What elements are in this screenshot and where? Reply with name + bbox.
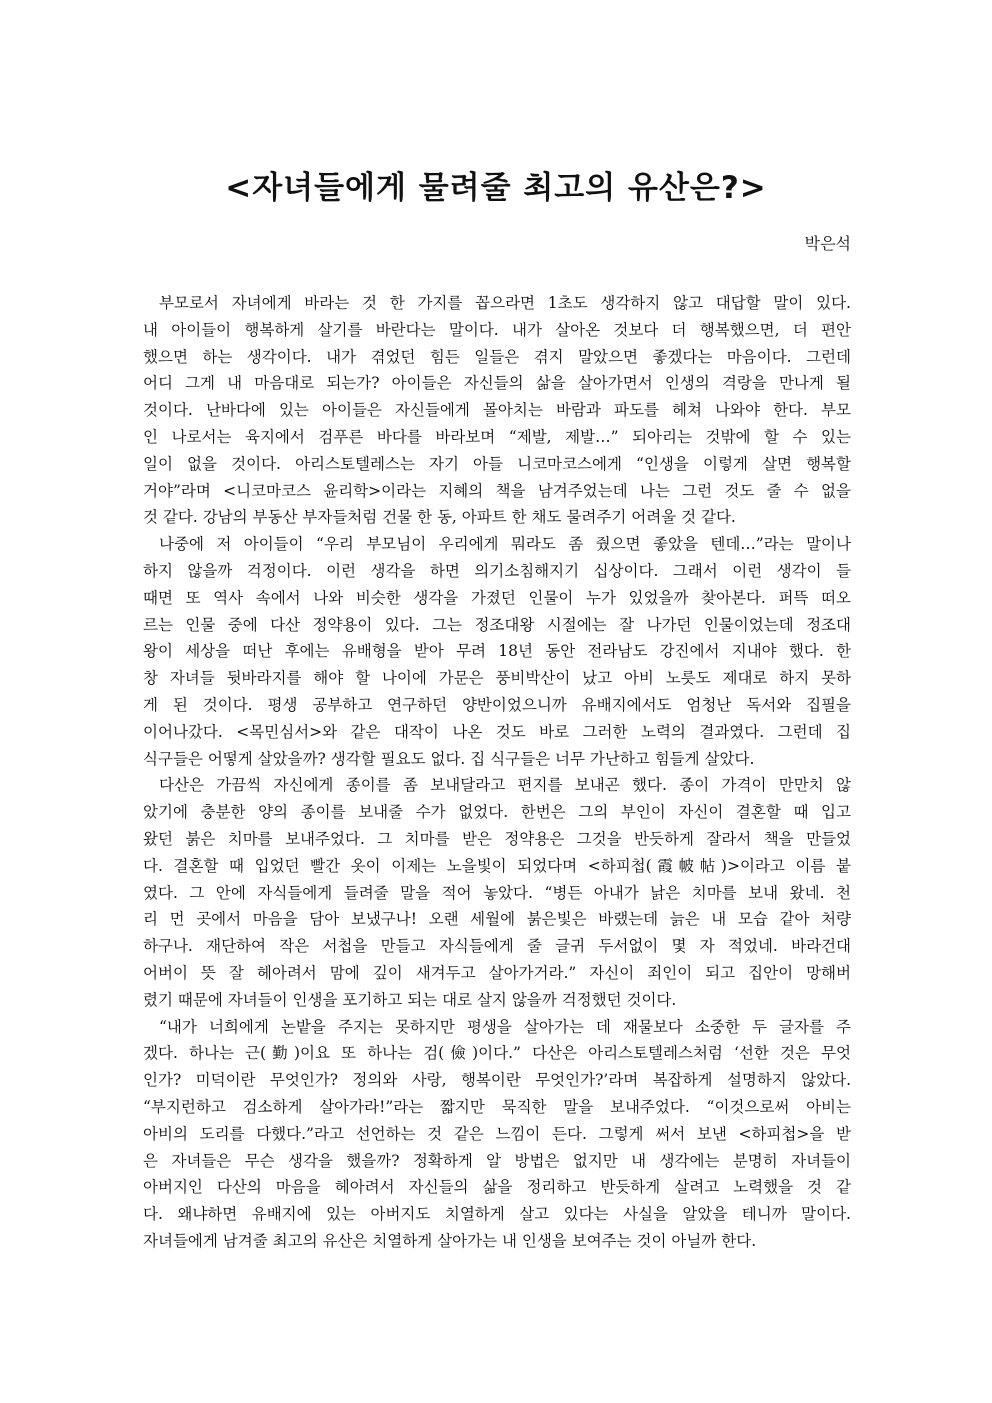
text-line: 인가? 미덕이란 무엇인가? 정의와 사랑, 행복이란 무엇인가?’라며 복잡하게 설명하지 않았다. [143, 1071, 851, 1090]
text-line: 것이다. 난바다에 있는 아이들은 자신들에게 몰아치는 바람과 파도를 헤쳐 나와야 한다. 부모 [143, 401, 851, 420]
text-line: 창 자녀들 뒷바라지를 해야 할 나이에 가문은 풍비박산이 났고 아비 노릇도 제대로 하지 못하 [143, 669, 851, 688]
text-line: 아비의 도리를 다했다.”라고 선언하는 것 같은 느낌이 든다. 그렇게 써서 보낸 <하피첩>을 받 [143, 1124, 851, 1143]
author-name: 박은석 [804, 234, 851, 253]
text-line: 나중에 저 아이들이 “우리 부모님이 우리에게 뭐라도 좀 줬으면 좋았을 텐데…”라는 말이나 [159, 535, 851, 554]
text-line: 거야”라며 <니코마코스 윤리학>이라는 지혜의 책을 남겨주었는데 나는 그런 것도 줄 수 없을 [143, 481, 851, 500]
text-line: 왔던 붉은 치마를 보내주었다. 그 치마를 받은 정약용은 그것을 반듯하게 잘라서 책을 만들었 [143, 829, 851, 848]
text-line: 하구나. 재단하여 작은 서첩을 만들고 자식들에게 줄 글귀 두서없이 몇 자 적었네. 바라건대 [143, 937, 851, 956]
text-line: 어디 그게 내 마음대로 되는가? 아이들은 자신들의 삶을 살아가면서 인생의 격랑을 만나게 될 [143, 374, 851, 393]
text-line: 부모로서 자녀에게 바라는 것 한 가지를 꼽으라면 1초도 생각하지 않고 대답할 말이 있다. [159, 294, 851, 312]
text-line: 다. 왜냐하면 유배지에 있는 아버지도 치열하게 살고 있다는 사실을 알았을 테니까 말이다. [143, 1205, 851, 1224]
text-line: 아버지인 다산의 마음을 헤아려서 자신들의 삶을 정리하고 반듯하게 살려고 노력했을 것 같 [143, 1178, 851, 1197]
paragraph [143, 1014, 851, 1255]
text-line: 게 된 것이다. 평생 공부하고 연구하던 양반이었으니까 유배지에서도 엄청난 독서와 집필을 [143, 695, 851, 714]
paragraph [143, 531, 851, 772]
paragraph [143, 290, 851, 531]
text-line: 어버이 뜻 잘 헤아려서 맘에 깊이 새겨두고 살아가거라.” 자신이 죄인이 되고 집안이 망해버 [143, 963, 851, 982]
text-line: 것 같다. 강남의 부동산 부자들처럼 건물 한 동, 아파트 한 채도 물려주기 어려울 것 같다. [143, 508, 736, 527]
text-line: 렸기 때문에 자녀들이 인생을 포기하고 되는 대로 살지 않을까 걱정했던 것이다. [143, 990, 677, 1009]
text-line: 했으면 하는 생각이다. 내가 겪었던 힘든 일들은 겪지 말았으면 좋겠다는 마음이다. 그런데 [143, 347, 851, 366]
text-line: 인 나로서는 육지에서 검푸른 바다를 바라보며 “제발, 제발…” 되아리는 것밖에 할 수 있는 [143, 427, 851, 446]
text-line: 내 아이들이 행복하게 살기를 바란다는 말이다. 내가 살아온 것보다 더 행복했으면, 더 편안 [143, 320, 851, 339]
text-line: 자녀들에게 남겨줄 최고의 유산은 치열하게 살아가는 내 인생을 보여주는 것이 아닐까 한다. [143, 1231, 757, 1250]
paragraph [143, 772, 851, 1013]
text-line: 리 먼 곳에서 마음을 담아 보냈구나! 오랜 세월에 붉은빛은 바랬는데 늙은 내 모습 같아 처량 [143, 910, 851, 929]
text-line: 겠다. 하나는 근(勤)이요 또 하나는 검(儉)이다.” 다산은 아리스토텔레스처럼 ‘선한 것은 무엇 [143, 1044, 851, 1063]
text-line: 때면 또 역사 속에서 나와 비슷한 생각을 가졌던 인물이 누가 있었을까 찾아본다. 퍼뜩 떠오 [143, 588, 851, 607]
text-line: 였다. 그 안에 자식들에게 들려줄 말을 적어 놓았다. “병든 아내가 낡은 치마를 보내 왔네. 천 [143, 883, 851, 902]
document-title: <자녀들에게 물려줄 최고의 유산은?> [225, 170, 767, 206]
text-line: 왕이 세상을 떠난 후에는 유배형을 받아 무려 18년 동안 전라남도 강진에서 지내야 했다. 한 [143, 642, 851, 661]
document-body [143, 290, 851, 1255]
text-line: 다산은 가끔씩 자신에게 종이를 좀 보내달라고 편지를 보내곤 했다. 종이 가격이 만만치 않 [159, 776, 851, 795]
text-line: 일이 없을 것이다. 아리스토텔레스는 자기 아들 니코마코스에게 “인생을 이렇게 살면 행복할 [143, 454, 851, 473]
text-line: 다. 결혼할 때 입었던 빨간 옷이 이제는 노을빛이 되었다며 <하피첩(霞帔帖)>이라고 이름 붙 [143, 856, 851, 875]
text-line: 이어나갔다. <목민심서>와 같은 대작이 나온 것도 바로 그러한 노력의 결과였다. 그런데 집 [143, 722, 851, 741]
text-line: 은 자녀들은 무슨 생각을 했을까? 정확하게 알 방법은 없지만 내 생각에는 분명히 자녀들이 [143, 1151, 851, 1170]
text-line: 식구들은 어떻게 살았을까? 생각할 필요도 없다. 집 식구들은 너무 가난하고 힘들게 살았다. [143, 749, 755, 768]
text-line: 하지 않을까 걱정이다. 이런 생각을 하면 의기소침해지기 십상이다. 그래서 이런 생각이 들 [143, 561, 851, 580]
text-line: 르는 인물 중에 다산 정약용이 있다. 그는 정조대왕 시절에는 잘 나가던 인물이었는데 정조대 [143, 615, 851, 634]
text-line: “내가 너희에게 논밭을 주지는 못하지만 평생을 살아가는 데 재물보다 소중한 두 글자를 주 [159, 1017, 851, 1036]
text-line: 았기에 충분한 양의 종이를 보내줄 수가 없었다. 한번은 그의 부인이 자신이 결혼할 때 입고 [143, 803, 851, 822]
text-line: “부지런하고 검소하게 살아가라!”라는 짧지만 묵직한 말을 보내주었다. “이것으로써 아비는 [143, 1097, 851, 1116]
